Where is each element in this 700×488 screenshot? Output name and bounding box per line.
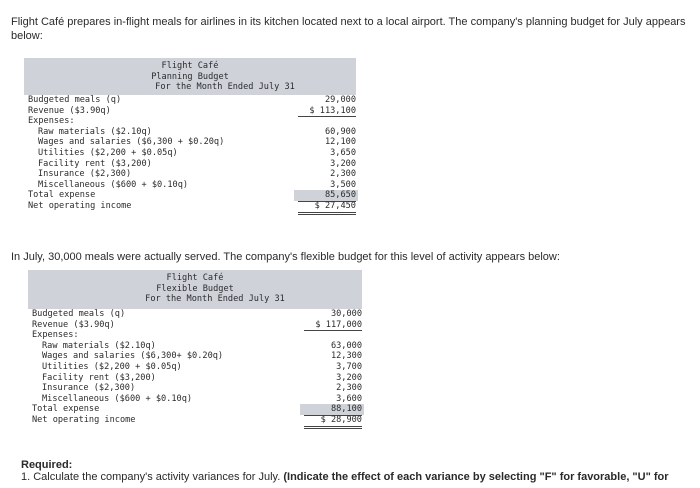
expense-wages-value: 12,100 [324, 137, 356, 148]
planning-budget-table [24, 58, 356, 212]
revenue-label: Revenue ($3.90q) [32, 319, 115, 330]
flexible-intro-paragraph: In July, 30,000 meals were actually served. The company's flexible budget for this level of activity appears below: [11, 251, 560, 263]
meals-value: 29,000 [324, 95, 356, 105]
planning-budget-header [24, 58, 356, 95]
required-instruction-plain: 1. Calculate the company's activity variances for July. [21, 471, 284, 483]
revenue-value: $ 113,100 [298, 106, 356, 118]
flexible-budget-header [28, 270, 362, 309]
expense-rent-label: Facility rent ($3,200) [38, 158, 152, 169]
expense-raw-materials-label: Raw materials ($2.10q) [42, 340, 156, 351]
meals-label: Budgeted meals (q) [28, 95, 122, 105]
expense-rent-label: Facility rent ($3,200) [42, 372, 156, 383]
revenue-value: $ 117,000 [304, 320, 362, 332]
budget-title: Planning Budget [151, 71, 229, 82]
net-income-value: $ 28,900 [304, 415, 362, 429]
net-income-value: $ 27,450 [298, 201, 356, 215]
expense-misc-label: Miscellaneous ($600 + $0.10q) [38, 179, 189, 190]
net-income-label: Net operating income [28, 200, 132, 211]
expense-insurance-value: 2,300 [330, 169, 356, 180]
required-heading: Required: [21, 459, 73, 471]
budget-period: For the Month Ended July 31 [155, 82, 295, 92]
expense-raw-materials-label: Raw materials ($2.10q) [38, 126, 152, 137]
expense-rent-value: 3,200 [330, 158, 356, 169]
expense-insurance-value: 2,300 [336, 383, 362, 394]
total-expense-label: Total expense [32, 404, 100, 415]
expense-rent-value: 3,200 [336, 372, 362, 383]
flexible-budget-table [28, 270, 362, 426]
expense-utilities-value: 3,650 [330, 147, 356, 158]
expense-raw-materials-value: 63,000 [330, 340, 362, 351]
required-instruction-bold: (Indicate the effect of each variance by selecting "F" for favorable, "U" for [283, 471, 669, 483]
expense-utilities-label: Utilities ($2,200 + $0.05q) [38, 147, 178, 158]
revenue-label: Revenue ($3.90q) [28, 105, 111, 116]
total-expense-label: Total expense [28, 190, 96, 201]
budget-period: For the Month Ended July 31 [145, 294, 285, 304]
expense-wages-value: 12,300 [330, 351, 362, 362]
expenses-label: Expenses: [32, 330, 79, 341]
company-name: Flight Café [161, 61, 219, 71]
intro-paragraph: Flight Café prepares in-flight meals for airlines in its kitchen located next to a local airport. The company's planning budget for July appears below: [11, 16, 686, 42]
meals-label: Budgeted meals (q) [32, 309, 126, 319]
expense-wages-label: Wages and salaries ($6,300+ $0.20q) [42, 351, 224, 362]
expense-insurance-label: Insurance ($2,300) [38, 169, 132, 180]
expense-misc-label: Miscellaneous ($600 + $0.10q) [42, 393, 193, 404]
expense-utilities-label: Utilities ($2,200 + $0.05q) [42, 361, 182, 372]
required-instruction [21, 471, 669, 483]
expenses-label: Expenses: [28, 116, 75, 127]
budget-title: Flexible Budget [156, 283, 234, 294]
expense-misc-value: 3,600 [304, 394, 362, 406]
expense-wages-label: Wages and salaries ($6,300 + $0.20q) [38, 137, 225, 148]
expense-raw-materials-value: 60,900 [324, 126, 356, 137]
net-income-label: Net operating income [32, 414, 136, 425]
meals-value: 30,000 [330, 309, 362, 319]
company-name: Flight Café [166, 273, 224, 283]
expense-misc-value: 3,500 [298, 180, 356, 192]
total-expense-value: 85,650 [298, 190, 356, 202]
expense-utilities-value: 3,700 [336, 361, 362, 372]
total-expense-value: 88,100 [304, 404, 362, 416]
expense-insurance-label: Insurance ($2,300) [42, 383, 136, 394]
